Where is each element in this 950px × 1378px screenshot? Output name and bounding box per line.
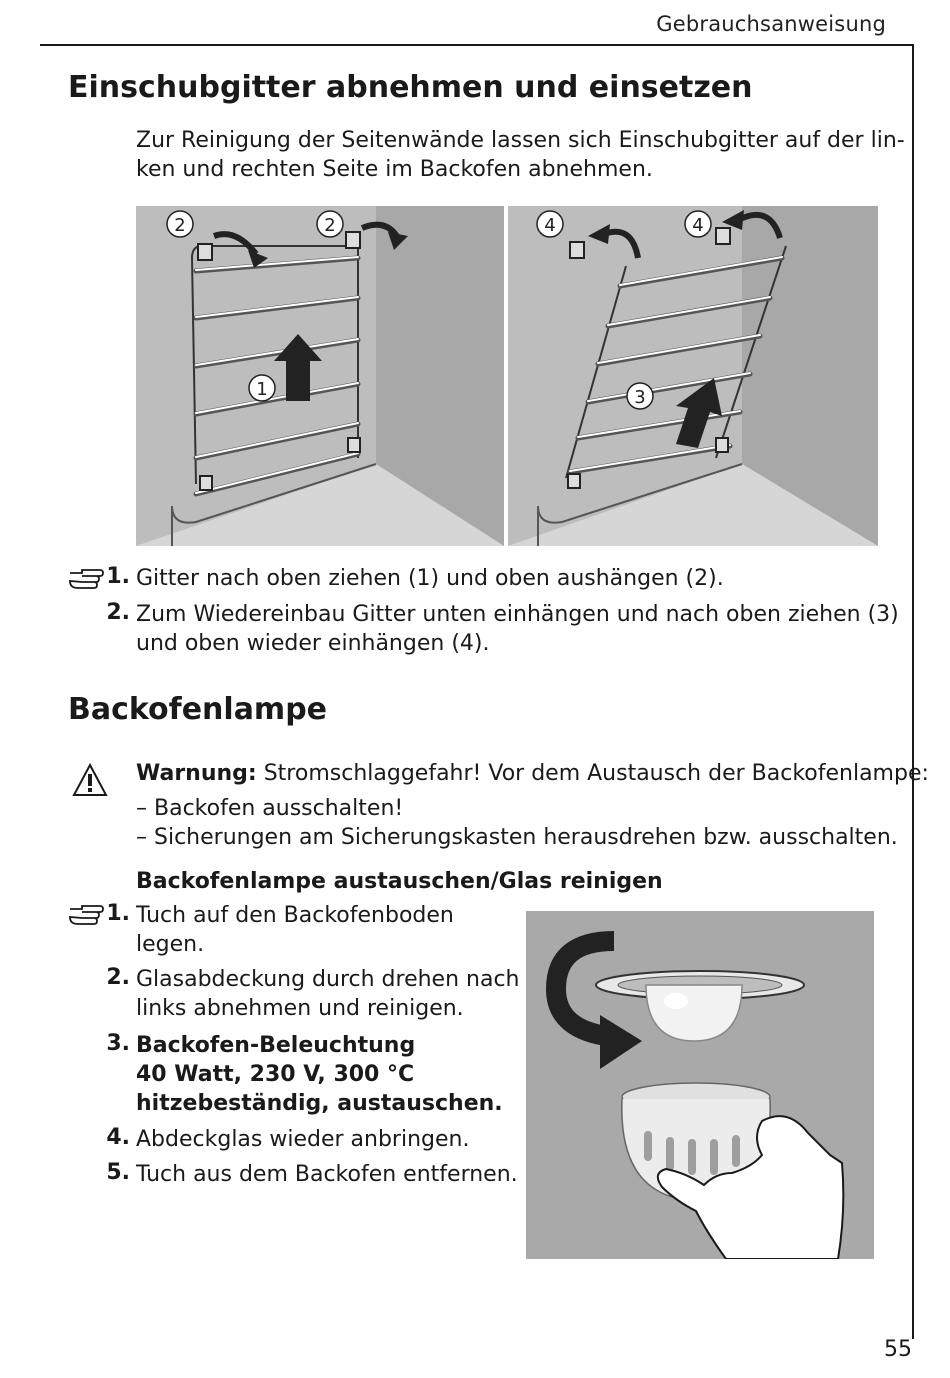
rack-removal-illustration [136, 206, 878, 546]
intro-line: ken und rechten Seite im Backofen abnehmen. [136, 157, 653, 182]
section-title-lamp: Backofenlampe [68, 692, 328, 727]
subsection-title: Backofenlampe austauschen/Glas reinigen [136, 869, 663, 894]
step-number: 2. [106, 965, 130, 990]
rack-panel-right [508, 206, 878, 546]
warning-text [136, 759, 929, 788]
step-text [136, 1031, 503, 1118]
step-line: Glasabdeckung durch drehen nach [136, 967, 520, 992]
header-rule [40, 44, 914, 46]
figure-label-4: 4 [544, 215, 556, 236]
step-line: Backofen-Beleuchtung [136, 1033, 416, 1058]
warning-triangle-icon [72, 763, 108, 797]
pointing-hand-icon [68, 567, 104, 589]
section-title-racks: Einschubgitter abnehmen und einsetzen [68, 70, 753, 105]
step-number: 1. [106, 564, 130, 589]
intro-paragraph [136, 126, 905, 184]
step-number: 2. [106, 600, 130, 625]
warning-item: – Backofen ausschalten! [136, 796, 404, 821]
warning-label: Warnung: [136, 761, 257, 786]
step-text: Tuch aus dem Backofen entfernen. [136, 1162, 518, 1187]
step-text [136, 901, 454, 959]
step-text [136, 965, 520, 1023]
step-line: Zum Wiedereinbau Gitter unten einhängen und nach oben ziehen (3) [136, 602, 899, 627]
figure-label-2: 2 [324, 215, 336, 236]
step-number: 3. [106, 1031, 130, 1056]
step-text: Gitter nach oben ziehen (1) und oben aushängen (2). [136, 566, 724, 591]
warning-item: – Sicherungen am Sicherungskasten herausdrehen bzw. ausschalten. [136, 825, 898, 850]
figure-label-3: 3 [634, 387, 646, 408]
step-line: Tuch auf den Backofenboden [136, 903, 454, 928]
running-header: Gebrauchsanweisung [656, 12, 886, 36]
rack-panel-left [136, 206, 504, 546]
figure-label-1: 1 [256, 379, 268, 400]
intro-line: Zur Reinigung der Seitenwände lassen sich Einschubgitter auf der lin- [136, 128, 905, 153]
step-line: 40 Watt, 230 V, 300 °C [136, 1062, 415, 1087]
figure-label-4: 4 [692, 215, 704, 236]
pointing-hand-icon [68, 903, 104, 925]
step-line: hitzebeständig, austauschen. [136, 1091, 503, 1116]
step-text [136, 600, 899, 658]
margin-rule [912, 44, 914, 1339]
page-number: 55 [884, 1337, 912, 1362]
warning-message: Stromschlaggefahr! Vor dem Austausch der Backofenlampe: [263, 761, 929, 786]
step-line: links abnehmen und reinigen. [136, 996, 464, 1021]
step-number: 5. [106, 1160, 130, 1185]
step-line: legen. [136, 932, 205, 957]
lamp-cover-illustration [526, 911, 874, 1259]
step-line: und oben wieder einhängen (4). [136, 631, 490, 656]
step-number: 1. [106, 901, 130, 926]
step-text: Abdeckglas wieder anbringen. [136, 1127, 470, 1152]
step-number: 4. [106, 1125, 130, 1150]
figure-label-2: 2 [174, 215, 186, 236]
